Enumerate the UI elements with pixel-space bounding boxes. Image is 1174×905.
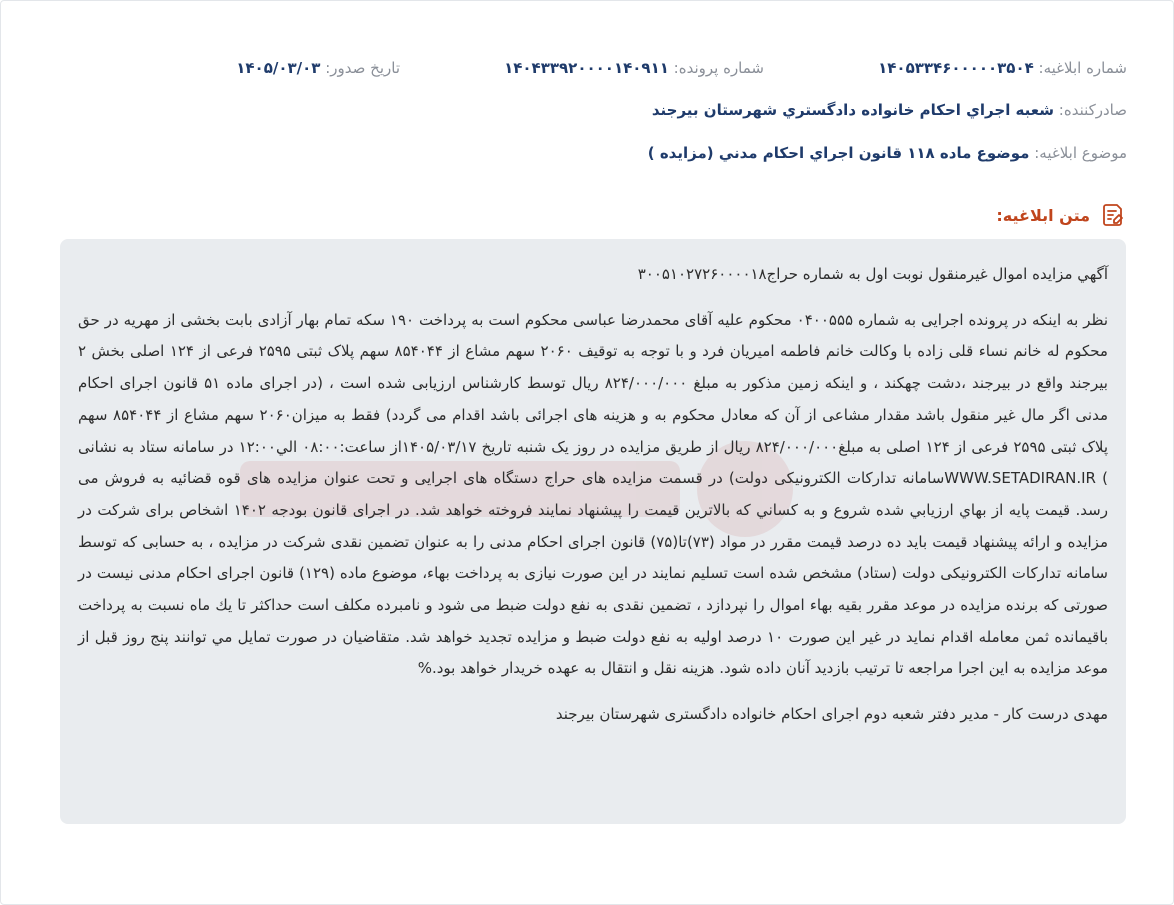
subject-label: موضوع ابلاغیه: (1034, 144, 1127, 162)
issuer-label: صادرکننده: (1058, 101, 1127, 119)
subject (648, 143, 1127, 163)
issue-date-label: تاریخ صدور: (325, 59, 400, 77)
notice-title: آگهي مزايده اموال غيرمنقول نوبت اول به شماره حراج۳۰۰۵۱۰۲۷۲۶۰۰۰۰۱۸ (637, 265, 1108, 283)
issue-date (236, 58, 400, 78)
notice-number-label: شماره ابلاغیه: (1038, 59, 1127, 77)
notice-body: نظر به اینکه در پرونده اجرایی به شماره ۰۴۰۰۵۵۵ محکوم علیه آقای محمدرضا عباسی محکوم است به پرداخت ۱۹۰ سکه تمام بهار آزادی بابت بخشی از مهریه در حق محکوم له خانم نساء قلی زاده با وکالت خانم فاطمه امیریان فرد و با توجه به توقیف ۲۰۶۰ سهم مشاع از ۸۵۴۰۴۴ سهم پلاک ثبتی ۲۵۹۵ فرعی از ۱۲۴ اصلی بخش ۲ بیرجند واقع در بیرجند ،دشت چهکند ، و اینکه زمین مذکور به مبلغ ۸۲۴/۰۰۰/۰۰۰ ریال توسط کارشناس ارزیابی شده است ، (در اجرای ماده ۵۱ قانون اجرای احکام مدنی اگر مال غیر منقول باشد مقدار مشاعی از آن که معادل محکوم به و هزینه های اجرائی باشد اقدام می گردد) فقط به میزان۲۰۶۰ سهم مشاع از ۸۵۴۰۴۴ سهم پلاک ثبتی ۲۵۹۵ فرعی از ۱۲۴ اصلی به مبلغ۸۲۴/۰۰۰/۰۰۰ ریال از طریق مزایده در روز یک شنبه تاریخ ۱۴۰۵/۰۳/۱۷از ساعت:۰۸:۰۰ الي۱۲:۰۰ در سامانه ستاد به نشانی ) WWW.SETADIRAN.IRسامانه تدارکات الکترونیکی دولت) در قسمت مزایده های حراج دستگاه های اجرایی و تحت عنوان مزایده های قوه قضائیه به فروش می رسد. قيمت پايه از بهاي ارزيابي شده شروع و به كساني كه بالاترين قيمت را پيشنهاد نمايند فروخته خواهد شد. در اجرای قانون بودجه ۱۴۰۲ اشخاص برای شرکت در مزایده و ارائه پیشنهاد قیمت باید ده درصد قیمت مقرر در مواد (۷۳)تا(۷۵) قانون اجرای احکام مدنی را به عنوان تضمین نقدی شرکت در مزایده ، به حسابی که توسط سامانه تدارکات الکترونیکی دولت (ستاد) مشخص شده است تسلیم نمایند در این صورت نیازی به پرداخت بهاء، موضوع ماده (۱۲۹) قانون اجرای احکام مدنی نیست در صورتی که برنده مزایده در موعد مقرر بقیه بهاء اموال را نپردازد ، تضمین نقدی به نفع دولت ضبط می شود و نامبرده مکلف است حداکثر تا یك ماه نسبت به پرداخت باقیمانده ثمن معامله اقدام نماید در غیر این صورت ۱۰ درصد اولیه به نفع دولت ضبط و مزایده تجدید خواهد شد. متقاضيان در صورت تمايل مي توانند پنج روز قبل از موعد مزايده به اين اجرا مراجعه تا ترتيب بازديد آنان داده شود. هزينه نقل و انتقال به عهده خريدار خواهد بود.% (78, 310, 1109, 678)
notice-signature: مهدی درست کار - مدیر دفتر شعبه دوم اجرای احکام خانواده دادگستری شهرستان بیرجند (555, 705, 1108, 724)
notice-text-header (996, 202, 1126, 228)
issuer (652, 100, 1127, 120)
case-number (504, 58, 764, 78)
subject-value: موضوع ماده ۱۱۸ قانون اجراي احكام مدني (مزايده ) (647, 144, 1030, 162)
document-edit-icon (1100, 202, 1126, 228)
issue-date-value: ۱۴۰۵/۰۳/۰۳ (236, 59, 321, 77)
notice-number (878, 58, 1127, 78)
case-number-label: شماره پرونده: (673, 59, 764, 77)
notice-number-value: ۱۴۰۵۳۳۴۶۰۰۰۰۰۳۵۰۴ (878, 59, 1034, 77)
notice-content-box (60, 239, 1126, 824)
notice-text-title: متن ابلاغیه: (996, 205, 1090, 225)
issuer-value: شعبه اجراي احكام خانواده دادگستري شهرستان بيرجند (651, 101, 1054, 119)
notice-text (78, 259, 1108, 731)
case-number-value: ۱۴۰۴۳۳۹۲۰۰۰۰۱۴۰۹۱۱ (504, 59, 669, 77)
